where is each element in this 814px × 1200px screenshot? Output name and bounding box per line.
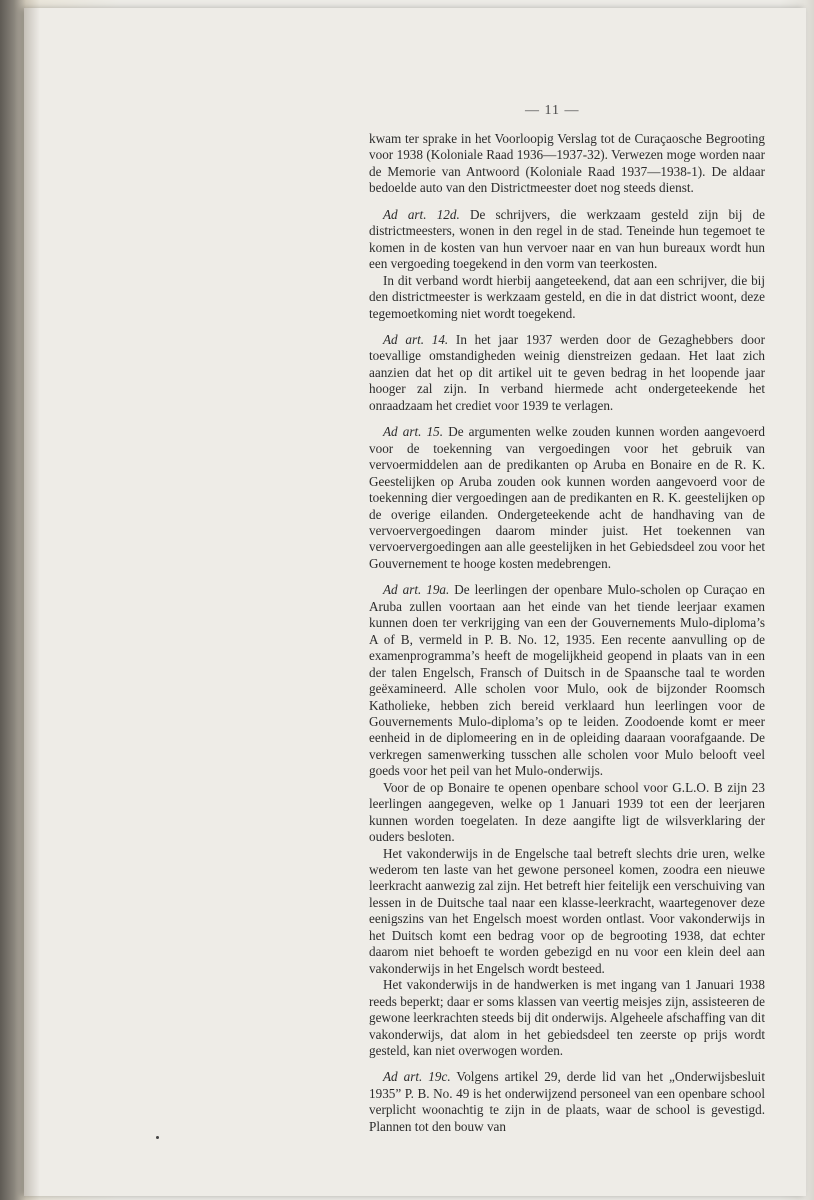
paragraph	[369, 582, 765, 779]
margin-mark	[156, 1136, 159, 1139]
paragraph-text: Volgens artikel 29, derde lid van het „Onderwijsbesluit 1935” P. B. No. 49 is het onderwijzend personeel van een openbare school verplicht woonachtig te zijn in de plaats, waar de school is gevestigd. Plannen tot den bouw van	[369, 1069, 765, 1134]
paragraph-text: De leerlingen der openbare Mulo-scholen op Curaçao en Aruba zullen voortaan aan het einde van het tiende leerjaar examen kunnen doen ter verkrijging van een der Gouvernements Mulo-diploma’s A of B, vermeld in P. B. No. 12, 1935. Een recente aanvulling op de examenprogramma’s heeft de mogelijkheid geopend in plaats van in een der talen Engelsch, Fransch of Duitsch in de Spaansche taal te worden geëxamineerd. Alle scholen voor Mulo, ook de bijzonder Roomsch Katholieke, hebben zich bereid verklaard hun leerlingen voor de Gouvernements Mulo-diploma’s op te leiden. Zoodoende komt er meer eenheid in de diplomeering en in de opleiding daaraan voorafgaande. De verkregen samenwerking tusschen alle scholen voor Mulo belooft veel goeds voor het peil van het Mulo-onderwijs.	[369, 582, 765, 779]
paragraph-text: kwam ter sprake in het Voorloopig Verslag tot de Curaçaosche Begrooting voor 1938 (Koloniale Raad 1936—1937-32). Verwezen moge worden naar de Memorie van Antwoord (Koloniale Raad 1937—1938-1). De aldaar bedoelde auto van den Districtmeester doet nog steeds dienst.	[369, 131, 765, 196]
paragraph-text: De argumenten welke zouden kunnen worden aangevoerd voor de toekenning van vergoedingen voor het gebruik van vervoermiddelen aan de predikanten op Aruba en Bonaire en de R. K. Geestelijken op Aruba zouden ook kunnen worden aangevoerd voor de toekenning dier vergoedingen aan de predikanten en R. K. geestelijken op de overige eilanden. Ondergeteekende acht de handhaving van de vervoervergoedingen daarom minder juist. Het toekennen van vervoervergoedingen aan alle geestelijken in het Gebiedsdeel zou voor het Gouvernement te hooge kosten medebrengen.	[369, 424, 765, 571]
article-label: Ad art. 19a.	[383, 582, 450, 598]
binding-shadow	[24, 8, 40, 1196]
paragraph-text: Het vakonderwijs in de Engelsche taal betreft slechts drie uren, welke wederom ten laste van het gewone personeel komen, zoodra een nieuwe leerkracht aanwezig zal zijn. Het betreft hier feitelijk een verschuiving van lessen in de Duitsche taal naar een klasse-leerkracht, waartegenover deze eenigszins van het Engelsch moest worden ontlast. Voor vakonderwijs in het Duitsch komt een bedrag voor op de begrooting 1938, dat echter daarom niet behoeft te worden gebezigd en nu voor een klein deel aan vakonderwijs in het Engelsch wordt besteed.	[369, 845, 765, 976]
paragraph	[369, 780, 765, 846]
paragraph	[369, 846, 765, 978]
paragraph	[369, 131, 765, 197]
article-label: Ad art. 19c.	[383, 1069, 451, 1085]
article-label: Ad art. 15.	[383, 424, 444, 440]
article-label: Ad art. 12d.	[383, 206, 460, 222]
paragraph-text: Voor de op Bonaire te openen openbare school voor G.L.O. B zijn 23 leerlingen aangegeven, welke op 1 Januari 1939 tot een der leerjaren kunnen worden toegelaten. In deze aangifte ligt de wilsverklaring der ouders besloten.	[369, 779, 765, 845]
paragraph	[369, 424, 765, 572]
paragraph	[369, 207, 765, 273]
paragraph-text: Het vakonderwijs in de handwerken is met ingang van 1 Januari 1938 reeds beperkt; daar er soms klassen van veertig meisjes zijn, assisteeren de gewone leerkrachten steeds bij dit onderwijs. Algeheele afschaffing van dit vakonderwijs, dat alom in het gebiedsdeel ten zeerste op prijs wordt gesteld, kan niet overwogen worden.	[369, 977, 765, 1059]
article-label: Ad art. 14.	[383, 331, 449, 347]
paragraph-text: In het jaar 1937 werden door de Gezaghebbers door toevallige omstandigheden weinig dienstreizen gedaan. Het laat zich aanzien dat het op dit artikel uit te geven bedrag in het loopende jaar hooger zal zijn. In verband hiermede acht ondergeteekende het onraadzaam het crediet voor 1939 te verlagen.	[369, 331, 766, 413]
body-text	[369, 131, 765, 1135]
paragraph	[369, 977, 765, 1059]
paragraph-text: In dit verband wordt hierbij aangeteekend, dat aan een schrijver, die bij den districtmeester is werkzaam gesteld, en die in dat district woont, deze tegemoetkoming niet wordt toegekend.	[369, 272, 765, 321]
paragraph	[369, 332, 765, 414]
paragraph	[369, 1069, 765, 1135]
page-number: — 11 —	[525, 103, 580, 118]
paragraph	[369, 273, 765, 322]
paragraph-text: De schrijvers, die werkzaam gesteld zijn bij de districtmeesters, wonen in den regel in de stad. Teneinde hun tegemoet te komen in de kosten van hun vervoer naar en van hun bureaux wordt hun een vergoeding toegekend in den vorm van teerkosten.	[369, 206, 766, 272]
